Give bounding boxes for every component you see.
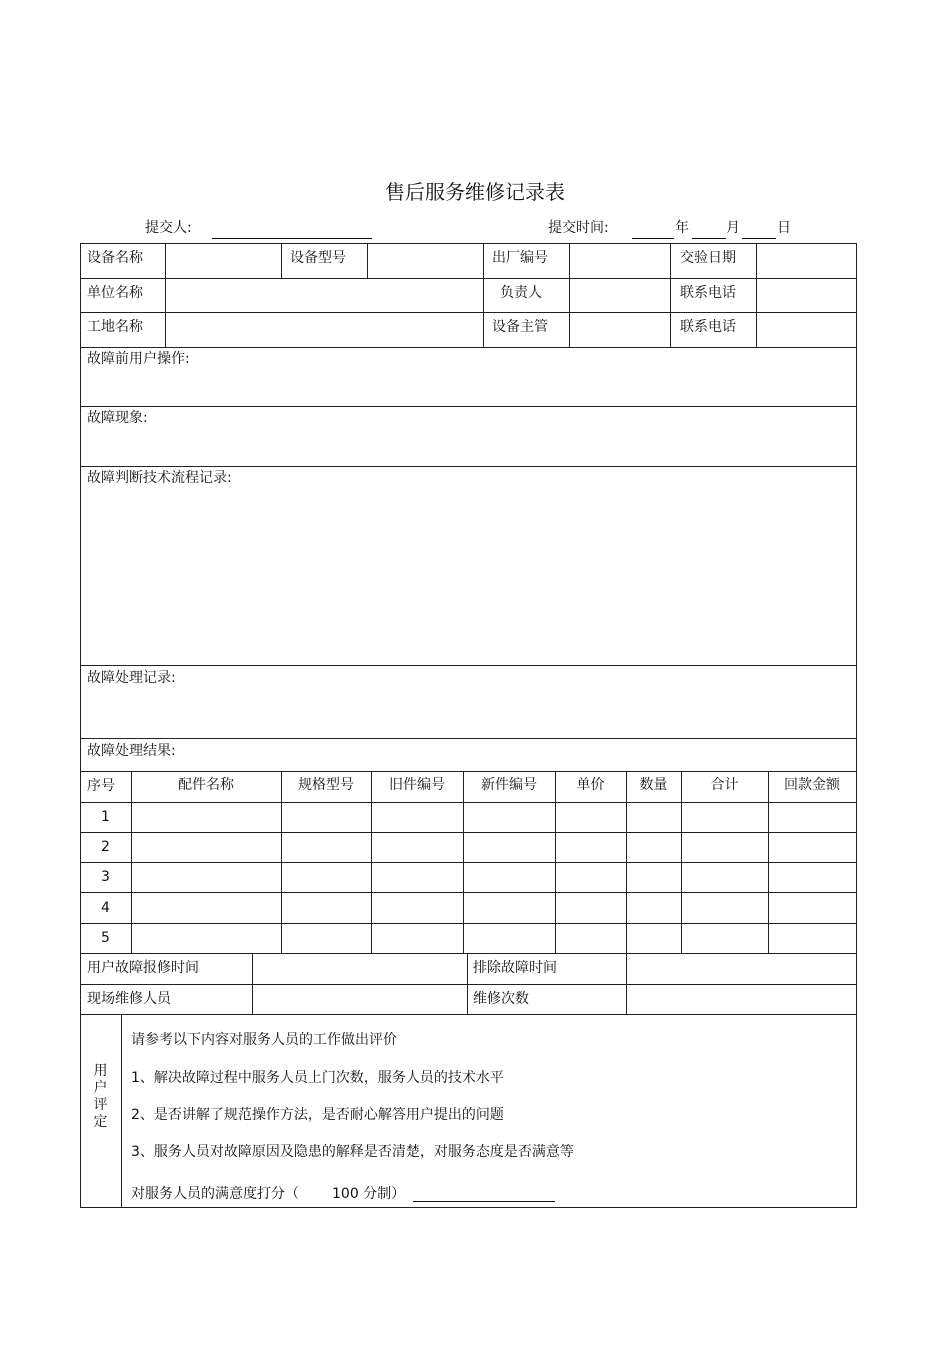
col-header-total: 合计: [710, 777, 739, 793]
eval-side-char: 用: [93, 1063, 108, 1079]
year-label: 年: [675, 220, 689, 236]
col-header-old-no: 旧件编号: [389, 777, 445, 793]
col-header-index: 序号: [87, 778, 115, 794]
report-time-label: 用户故障报修时间: [87, 960, 199, 976]
unit-name-label: 单位名称: [87, 285, 143, 301]
col-header-unit-price: 单价: [576, 777, 605, 793]
submitter-field[interactable]: [212, 238, 372, 239]
device-manager-label: 设备主管: [492, 319, 548, 335]
submit-time-label: 提交时间:: [548, 220, 609, 236]
table-row-number: 1: [101, 809, 110, 825]
factory-no-label: 出厂编号: [492, 250, 548, 266]
site-name-label: 工地名称: [87, 319, 143, 335]
eval-side-char: 定: [93, 1114, 108, 1130]
eval-item-3: 3、服务人员对故障原因及隐患的解释是否清楚，对服务态度是否满意等: [131, 1144, 574, 1160]
eval-item-2: 2、是否讲解了规范操作方法，是否耐心解答用户提出的问题: [131, 1107, 504, 1123]
satisfaction-score-label: 对服务人员的满意度打分（: [131, 1186, 299, 1202]
pre-fault-ops-label: 故障前用户操作:: [87, 351, 190, 367]
col-header-new-no: 新件编号: [481, 777, 537, 793]
eval-side-char: 户: [93, 1080, 108, 1096]
fault-phenomenon-label: 故障现象:: [87, 410, 148, 426]
onsite-staff-label: 现场维修人员: [87, 991, 171, 1007]
col-header-payment: 回款金额: [784, 777, 840, 793]
month-field[interactable]: [692, 238, 726, 239]
table-row-number: 5: [101, 930, 110, 946]
satisfaction-score-field[interactable]: [413, 1201, 555, 1202]
satisfaction-score-scale: 100 分制）: [332, 1186, 406, 1202]
contact-phone-label-2: 联系电话: [680, 319, 736, 335]
clear-time-label: 排除故障时间: [473, 960, 557, 976]
table-row-number: 4: [101, 900, 110, 916]
eval-side-char: 评: [93, 1097, 108, 1113]
acceptance-date-label: 交验日期: [680, 250, 736, 266]
year-field[interactable]: [632, 238, 674, 239]
fault-handling-label: 故障处理记录:: [87, 670, 176, 686]
submitter-label: 提交人:: [145, 220, 192, 236]
repair-count-label: 维修次数: [473, 991, 529, 1007]
col-header-part-name: 配件名称: [178, 777, 234, 793]
page-title: 售后服务维修记录表: [385, 180, 565, 204]
device-model-label: 设备型号: [290, 250, 346, 266]
day-field[interactable]: [742, 238, 776, 239]
table-row-number: 2: [101, 839, 110, 855]
table-row-number: 3: [101, 869, 110, 885]
fault-diagnosis-label: 故障判断技术流程记录:: [87, 470, 232, 486]
fault-result-label: 故障处理结果:: [87, 743, 176, 759]
contact-phone-label: 联系电话: [680, 285, 736, 301]
eval-intro: 请参考以下内容对服务人员的工作做出评价: [131, 1032, 397, 1048]
col-header-quantity: 数量: [639, 777, 668, 793]
device-name-label: 设备名称: [87, 250, 143, 266]
eval-item-1: 1、解决故障过程中服务人员上门次数，服务人员的技术水平: [131, 1070, 504, 1086]
month-label: 月: [726, 220, 740, 236]
day-label: 日: [777, 220, 791, 236]
col-header-spec: 规格型号: [298, 777, 354, 793]
responsible-label: 负责人: [500, 285, 542, 301]
